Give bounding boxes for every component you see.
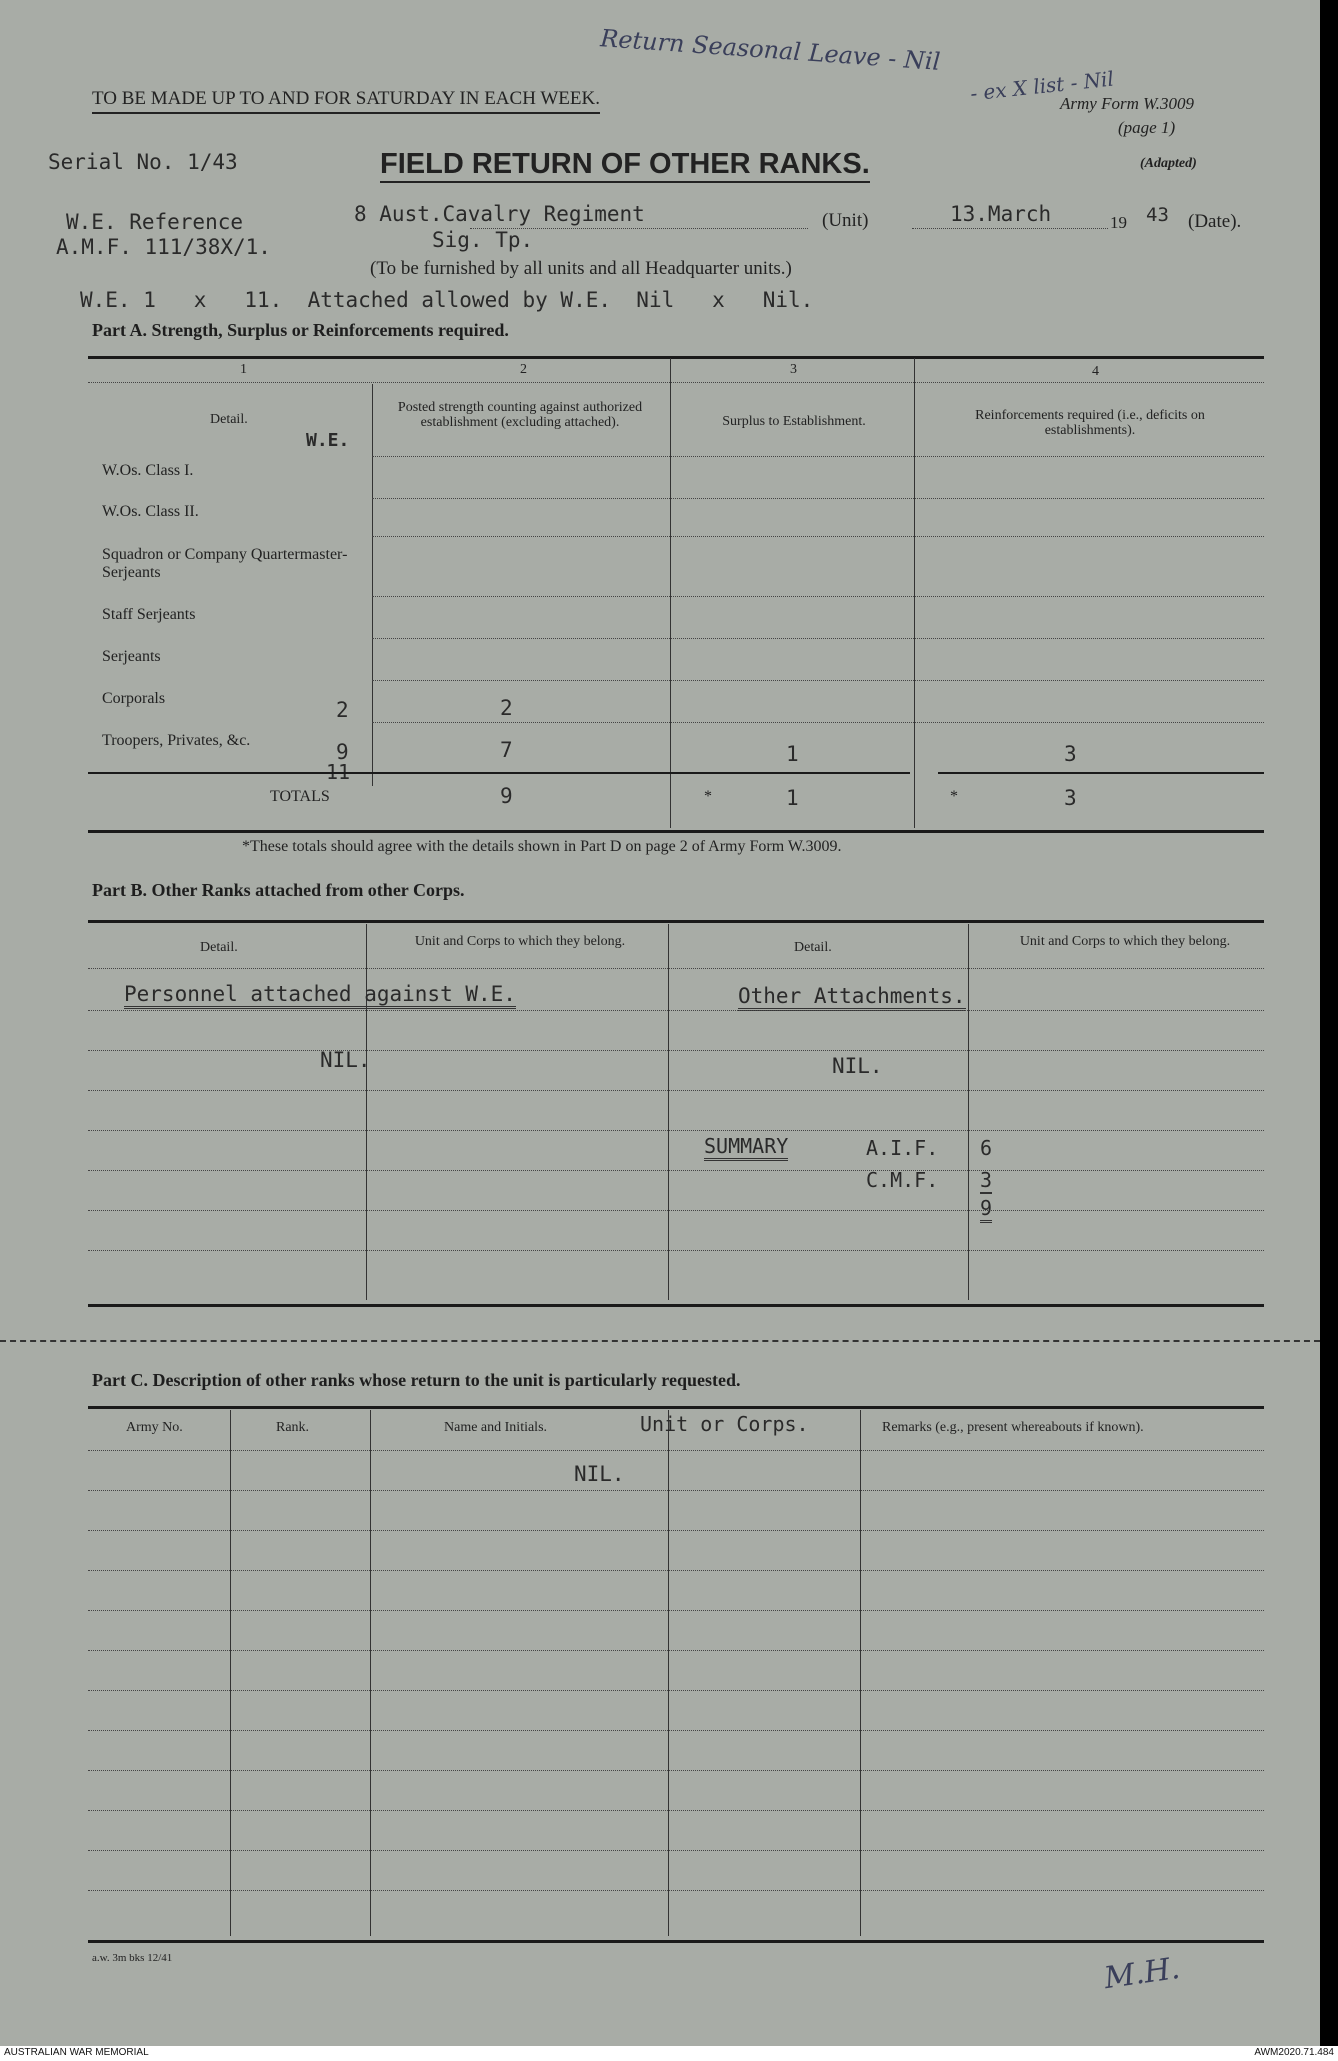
summary-aif-value: 6 — [980, 1136, 993, 1160]
print-code: a.w. 3m bks 12/41 — [92, 1952, 173, 1964]
part-b-detail-header-left: Detail. — [200, 940, 238, 955]
part-c-bottom-rule — [88, 1940, 1264, 1943]
part-c-col-divider-3 — [668, 1410, 669, 1936]
part-b-row-rule — [88, 1210, 1264, 1211]
personnel-attached-value: NIL. — [320, 1048, 371, 1072]
part-b-title: Part B. Other Ranks attached from other Corps. — [92, 880, 465, 900]
unit-corps-header: Unit or Corps. — [640, 1412, 809, 1436]
row-rule — [372, 638, 1264, 639]
row-rule — [372, 680, 1264, 681]
part-a-footnote: *These totals should agree with the details shown in Part D on page 2 of Army Form W.3009. — [242, 838, 842, 855]
part-b-top-rule — [88, 920, 1264, 923]
troopers-reinforcements: 3 — [1064, 742, 1077, 766]
part-c-row-rule — [88, 1690, 1264, 1691]
date-line — [912, 228, 1108, 229]
part-a-bottom-rule — [88, 830, 1264, 833]
col-number-2: 2 — [520, 362, 527, 377]
date-day-month: 13.March — [950, 202, 1052, 226]
handwritten-note: Return Seasonal Leave - Nil — [599, 24, 942, 76]
part-a-col-divider-1 — [372, 384, 373, 786]
summary-label: SUMMARY — [704, 1134, 788, 1161]
we-attached-line: W.E. 1 x 11. Attached allowed by W.E. Nil x Nil. — [80, 288, 814, 312]
summary-total: 9 — [980, 1196, 992, 1223]
page-label: (page 1) — [1118, 118, 1176, 137]
totals-rule-left — [88, 772, 910, 774]
part-a-col-divider-3 — [914, 358, 915, 828]
part-b-row-rule — [88, 1010, 1264, 1011]
corporals-we: 2 — [336, 698, 349, 722]
furnish-note: (To be furnished by all units and all Headquarter units.) — [370, 258, 792, 279]
initials-signature: M.H. — [1101, 1950, 1183, 1997]
col-number-3: 3 — [790, 362, 797, 377]
part-c-top-rule — [88, 1406, 1264, 1409]
serial-number: Serial No. 1/43 — [48, 150, 238, 174]
unit-subtitle: Sig. Tp. — [432, 228, 534, 252]
part-b-col-divider-1 — [366, 924, 367, 1300]
troopers-posted: 7 — [500, 738, 513, 762]
part-b-row-rule — [88, 1050, 1264, 1051]
part-b-col-divider-3 — [968, 924, 969, 1300]
row-label-wo1: W.Os. Class I. — [102, 462, 194, 479]
row-label-wo2: W.Os. Class II. — [102, 503, 199, 520]
part-c-row-rule — [88, 1810, 1264, 1811]
col-number-1: 1 — [240, 362, 247, 377]
page-title: FIELD RETURN OF OTHER RANKS. — [380, 148, 870, 183]
amf-reference: A.M.F. 111/38X/1. — [56, 235, 271, 259]
part-c-row-rule — [88, 1650, 1264, 1651]
date-year-suffix: 43 — [1146, 204, 1169, 226]
row-label-staff-serjeants: Staff Serjeants — [102, 606, 196, 623]
row-rule — [372, 722, 1264, 723]
totals-posted: 9 — [500, 784, 513, 808]
personnel-attached-heading: Personnel attached against W.E. — [124, 982, 516, 1009]
row-rule — [372, 596, 1264, 597]
archive-reference: AWM2020.71.484 — [1254, 2047, 1334, 2058]
part-b-row-rule — [88, 1090, 1264, 1091]
part-c-title: Part C. Description of other ranks whose return to the unit is particularly requested. — [92, 1370, 741, 1390]
row-rule — [372, 536, 1264, 537]
summary-aif-label: A.I.F. — [866, 1136, 939, 1160]
summary-cmf-label: C.M.F. — [866, 1168, 939, 1192]
row-label-corporals: Corporals — [102, 690, 166, 707]
totals-reinforcements: 3 — [1064, 786, 1077, 810]
part-c-value: NIL. — [574, 1462, 625, 1486]
army-form-number: Army Form W.3009 — [1060, 94, 1194, 113]
part-c-col-divider-2 — [370, 1410, 371, 1936]
part-b-detail-header-right: Detail. — [794, 940, 832, 955]
name-initials-header: Name and Initials. — [444, 1420, 548, 1435]
unit-label: (Unit) — [822, 210, 869, 231]
part-a-col-divider-2 — [670, 358, 671, 828]
col-number-4: 4 — [1092, 364, 1099, 379]
part-c-row-rule — [88, 1610, 1264, 1611]
troopers-surplus: 1 — [786, 742, 799, 766]
army-no-header: Army No. — [126, 1420, 183, 1435]
part-a-title: Part A. Strength, Surplus or Reinforcements required. — [92, 320, 509, 340]
posted-header: Posted strength counting against authorized establishment (excluding attached). — [397, 400, 643, 430]
part-c-row-rule — [88, 1490, 1264, 1491]
part-a-top-rule — [88, 356, 1264, 359]
totals-label: TOTALS — [270, 788, 330, 805]
corporals-posted: 2 — [500, 696, 513, 720]
handwritten-note-2: - ex X list - Nil — [969, 66, 1115, 106]
row-label-cqms: Squadron or Company Quartermaster-Serjeants — [102, 546, 348, 581]
we-total: 11 — [326, 760, 351, 784]
part-c-col-divider-4 — [860, 1410, 861, 1936]
totals-rule-right — [938, 772, 1264, 774]
row-label-serjeants: Serjeants — [102, 648, 161, 665]
other-attachments-value: NIL. — [832, 1054, 883, 1078]
part-b-col-divider-2 — [668, 924, 669, 1300]
we-reference: W.E. Reference — [66, 210, 244, 234]
part-b-unit-header-right: Unit and Corps to which they belong. — [1019, 934, 1231, 949]
part-c-row-rule — [88, 1890, 1264, 1891]
part-c-row-rule — [88, 1530, 1264, 1531]
totals-surplus: 1 — [786, 786, 799, 810]
part-b-header-rule — [88, 968, 1264, 969]
part-b-row-rule — [88, 1250, 1264, 1251]
unit-name: 8 Aust.Cavalry Regiment — [354, 202, 645, 226]
part-b-bottom-rule — [88, 1304, 1264, 1307]
summary-cmf-value: 3 — [980, 1168, 993, 1192]
other-attachments-heading: Other Attachments. — [738, 984, 966, 1011]
part-c-row-rule — [88, 1770, 1264, 1771]
reinforcements-header: Reinforcements required (i.e., deficits on establishments). — [975, 408, 1205, 438]
surplus-header: Surplus to Establishment. — [722, 414, 866, 429]
troopers-we: 9 — [336, 740, 349, 764]
detail-header: Detail. — [210, 412, 248, 427]
row-rule — [372, 498, 1264, 499]
remarks-header: Remarks (e.g., present whereabouts if known). — [882, 1420, 1144, 1435]
part-b-row-rule — [88, 1130, 1264, 1131]
perforation-line — [0, 1340, 1320, 1342]
col-number-rule — [88, 382, 1264, 383]
part-b-unit-header-left: Unit and Corps to which they belong. — [414, 934, 626, 949]
part-c-row-rule — [88, 1570, 1264, 1571]
we-header: W.E. — [306, 430, 350, 451]
part-c-row-rule — [88, 1730, 1264, 1731]
rank-header: Rank. — [276, 1420, 310, 1435]
part-c-col-divider-1 — [230, 1410, 231, 1936]
row-label-troopers: Troopers, Privates, &c. — [102, 732, 251, 749]
date-year-prefix: 19 — [1110, 213, 1127, 232]
archive-name: AUSTRALIAN WAR MEMORIAL — [4, 2047, 149, 2058]
adapted-label: (Adapted) — [1140, 156, 1197, 171]
header-underline — [372, 456, 1264, 457]
totals-surplus-asterisk: * — [704, 788, 712, 805]
part-c-row-rule — [88, 1450, 1264, 1451]
archive-footer — [0, 2046, 1338, 2061]
part-b-row-rule — [88, 1170, 1264, 1171]
part-c-row-rule — [88, 1850, 1264, 1851]
date-label: (Date). — [1188, 211, 1242, 232]
totals-reinf-asterisk: * — [950, 788, 958, 805]
weekly-instruction: TO BE MADE UP TO AND FOR SATURDAY IN EACH WEEK. — [92, 88, 600, 114]
